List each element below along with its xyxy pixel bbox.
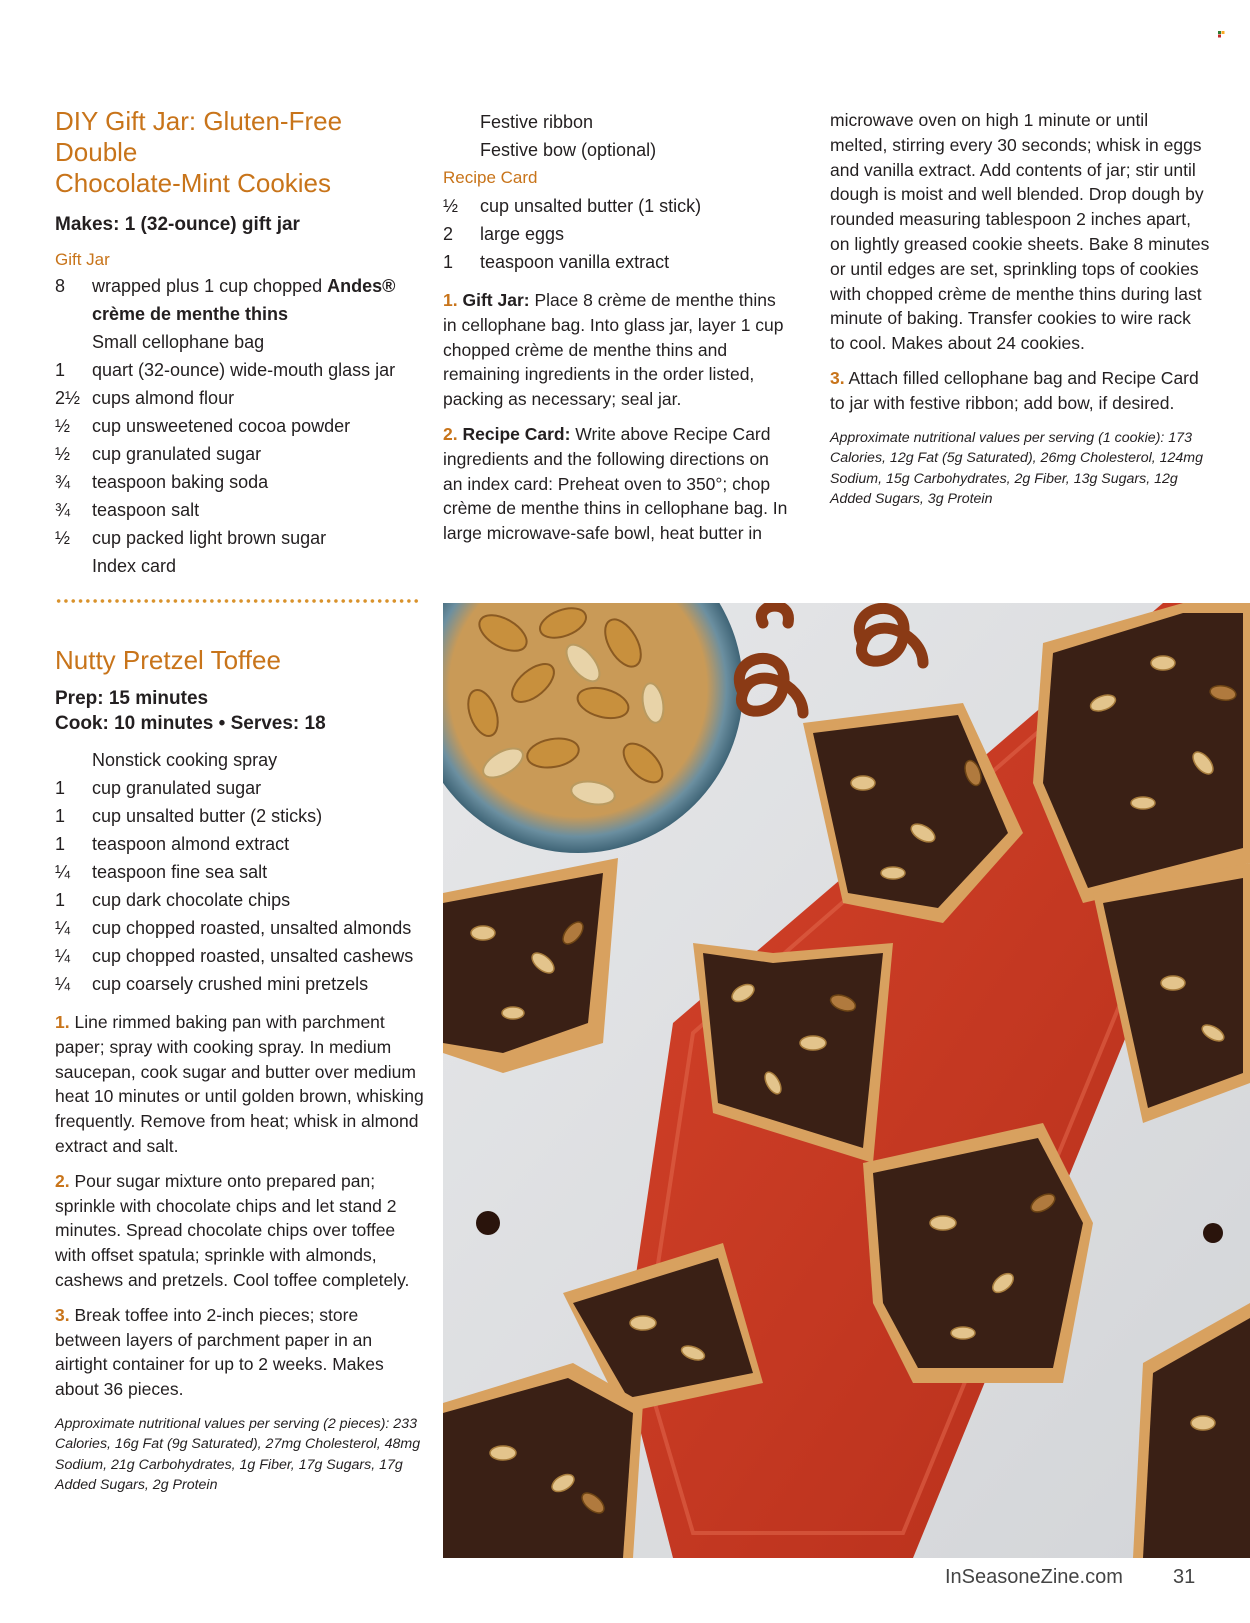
ingredient-item [55, 552, 420, 580]
recipe1-col3 [830, 108, 1210, 510]
ingredient-item [55, 412, 420, 440]
ingredient-qty: 1 [55, 360, 66, 380]
ingredient-qty: ½ [443, 196, 459, 216]
recipe1-step-3 [830, 366, 1210, 416]
ingredient-item [55, 384, 420, 412]
ingredient-text: quart (32-ounce) wide-mouth glass jar [92, 360, 396, 380]
ingredient-item [55, 942, 427, 970]
recipe2-title: Nutty Pretzel Toffee [55, 645, 281, 675]
prep-time: Prep: 15 minutes [55, 688, 209, 709]
ingredient-item [55, 328, 420, 356]
step-number: 2. [443, 423, 458, 444]
ingredient-text: cup unsalted butter (2 sticks) [92, 806, 323, 826]
ingredient-qty: 2½ [55, 388, 81, 408]
ingredient-item [55, 774, 427, 802]
recipe1-title-line2: Chocolate-Mint Cookies [55, 168, 332, 198]
page-number: 31 [1173, 1566, 1196, 1588]
ingredient-qty: ¼ [55, 918, 71, 938]
ingredient-item [55, 802, 427, 830]
ingredient-item [55, 914, 427, 942]
ingredient-text: cups almond flour [92, 388, 235, 408]
section-divider [55, 599, 420, 603]
recipe1-title-line1: DIY Gift Jar: Gluten-Free Double [55, 106, 343, 167]
ingredient-qty: ¾ [55, 472, 71, 492]
ingredient-qty: 1 [443, 252, 454, 272]
ingredient-text: Festive ribbon [480, 112, 594, 132]
ingredient-item [443, 192, 793, 220]
ingredient-text: cup unsweetened cocoa powder [92, 416, 351, 436]
recipe2-step-1 [55, 1010, 427, 1159]
step-text: Pour sugar mixture onto prepared pan; sprinkle with chocolate chips and let stand 2 minutes. Spread chocolate chips over toffee with offset spatula; sprinkle with almonds, cashews and pretzels. Cool toffee completely. [55, 1170, 410, 1290]
step-text: Place 8 crème de menthe thins in cellophane bag. Into glass jar, layer 1 cup chopped crème de menthe thins and remaining ingredients in the order listed, packing as necessary; seal jar. [443, 290, 784, 410]
ingredient-qty: ½ [55, 444, 71, 464]
ingredient-item [55, 830, 427, 858]
ingredient-text: cup granulated sugar [92, 778, 262, 798]
ingredient-qty: ¼ [55, 946, 71, 966]
recipe1-step-1 [443, 288, 793, 412]
step-text: Break toffee into 2-inch pieces; store between layers of parchment paper in an airtight container for up to 2 weeks. Makes about 36 pieces. [55, 1304, 384, 1400]
ingredient-qty: ¼ [55, 862, 71, 882]
toffee-photo-illustration [443, 603, 1250, 1558]
ingredient-item [55, 496, 420, 524]
ingredient-qty: 8 [55, 276, 66, 296]
ingredient-qty [443, 108, 480, 136]
ingredient-text-part: wrapped plus 1 cup chopped [92, 276, 328, 296]
ingredient-qty: ¼ [55, 974, 71, 994]
ingredient-item [55, 468, 420, 496]
ingredient-qty: ¾ [55, 500, 71, 520]
recipe1-nutrition: Approximate nutritional values per serving (1 cookie): 173 Calories, 12g Fat (5g Saturated), 26mg Cholesterol, 124mg Sodium, 15g Carbohydrates, 2g Fiber, 13g Sugars, 12g Added Sugars, 3g Protein [830, 429, 1204, 508]
recipe1-col2 [443, 108, 793, 546]
ingredient-item [55, 970, 427, 998]
ingredient-qty: 1 [55, 806, 66, 826]
brand-mark-icon [1218, 31, 1225, 38]
ingredient-qty [55, 746, 92, 774]
step-label: Gift Jar: [462, 290, 530, 310]
recipe1-col1 [55, 106, 420, 580]
ingredient-qty [55, 552, 92, 580]
ingredient-item [55, 858, 427, 886]
ingredient-text: Festive bow (optional) [480, 140, 657, 160]
recipe2-col [55, 645, 427, 1496]
ingredient-text: teaspoon salt [92, 500, 200, 520]
ingredient-item [443, 108, 793, 136]
ingredient-qty: ½ [55, 528, 71, 548]
step-number: 1. [443, 290, 458, 310]
ingredient-text: cup coarsely crushed mini pretzels [92, 974, 369, 994]
ingredient-text: Nonstick cooking spray [92, 750, 278, 770]
step-text: Line rimmed baking pan with parchment paper; spray with cooking spray. In medium saucepan, cook sugar and butter over medium heat 10 minutes or until golden brown, whisking frequently. Remove from heat; whisk in almond extract and salt. [55, 1012, 424, 1156]
step-number: 3. [55, 1304, 70, 1325]
step-number: 2. [55, 1170, 70, 1191]
ingredient-text: cup chopped roasted, unsalted almonds [92, 918, 412, 938]
step-text: Write above Recipe Card ingredients and the following directions on an index card: Preheat oven to 350°; chop crème de menthe thins in cellophane bag. In large microwave-safe bowl, heat butter in [443, 423, 788, 544]
ingredient-text: cup packed light brown sugar [92, 528, 327, 548]
ingredient-text: teaspoon vanilla extract [480, 252, 670, 272]
ingredient-text: cup granulated sugar [92, 444, 262, 464]
recipe2-step-3 [55, 1303, 427, 1402]
ingredient-qty: 2 [443, 224, 454, 244]
recipe1-step-2-continued: microwave oven on high 1 minute or until melted, stirring every 30 seconds; whisk in eggs and vanilla extract. Add contents of jar; stir until dough is moist and well blended. Drop dough by rounded measuring tablespoon 2 inches apart, on lightly greased cookie sheets. Bake 8 minutes or until edges are set, sprinkling tops of cookies with chopped crème de menthe thins during last minute of baking. Transfer cookies to wire rack to cool. Makes about 24 cookies. [830, 110, 1210, 354]
ingredient-text-line2: crème de menthe thins [92, 304, 289, 324]
ingredient-item [443, 248, 793, 276]
recipe-card-heading: Recipe Card [443, 168, 538, 187]
step-label: Recipe Card: [462, 423, 571, 444]
recipe1-makes: Makes: 1 (32-ounce) gift jar [55, 214, 300, 235]
toffee-photo [443, 603, 1250, 1558]
ingredient-text: teaspoon baking soda [92, 472, 269, 492]
ingredient-item [443, 136, 793, 164]
step-text: Attach filled cellophane bag and Recipe Card to jar with festive ribbon; add bow, if desired. [830, 367, 1199, 413]
recipe2-prep [55, 686, 427, 736]
ingredient-item [55, 524, 420, 552]
gift-jar-ingredient-list [55, 272, 420, 580]
ingredient-text [92, 272, 420, 328]
recipe2-ingredient-list [55, 746, 427, 998]
ingredient-item [55, 440, 420, 468]
ingredient-text: cup dark chocolate chips [92, 890, 291, 910]
ingredient-qty [443, 136, 480, 164]
ingredient-qty: 1 [55, 778, 66, 798]
recipe1-title [55, 106, 420, 199]
recipe2-step-2 [55, 1169, 427, 1293]
ingredient-qty [55, 328, 92, 356]
gift-jar-heading: Gift Jar [55, 250, 110, 269]
ingredient-qty: 1 [55, 834, 66, 854]
ingredient-qty: 1 [55, 890, 66, 910]
recipe1-step-2 [443, 422, 793, 546]
ingredient-text: teaspoon fine sea salt [92, 862, 268, 882]
ingredient-qty: ½ [55, 416, 71, 436]
ingredient-item [55, 746, 427, 774]
cook-time: Cook: 10 minutes • Serves: 18 [55, 713, 326, 734]
brand-name: Andes® [327, 276, 396, 296]
ingredient-text: large eggs [480, 224, 565, 244]
ingredient-item [55, 886, 427, 914]
footer-site: InSeasoneZine.com [945, 1566, 1123, 1588]
ingredient-text: Index card [92, 556, 177, 576]
ingredient-text: teaspoon almond extract [92, 834, 290, 854]
step-number: 3. [830, 367, 845, 388]
ingredient-item [55, 272, 420, 328]
recipe2-nutrition: Approximate nutritional values per serving (2 pieces): 233 Calories, 16g Fat (9g Saturated), 27mg Cholesterol, 48mg Sodium, 21g Carbohydrates, 1g Fiber, 17g Sugars, 17g Added Sugars, 2g Protein [55, 1415, 421, 1494]
ingredient-text: cup chopped roasted, unsalted cashews [92, 946, 414, 966]
ingredient-text: Small cellophane bag [92, 332, 265, 352]
ingredient-item [55, 356, 420, 384]
ingredient-text: cup unsalted butter (1 stick) [480, 196, 702, 216]
step-number: 1. [55, 1012, 70, 1032]
ingredient-item [443, 220, 793, 248]
